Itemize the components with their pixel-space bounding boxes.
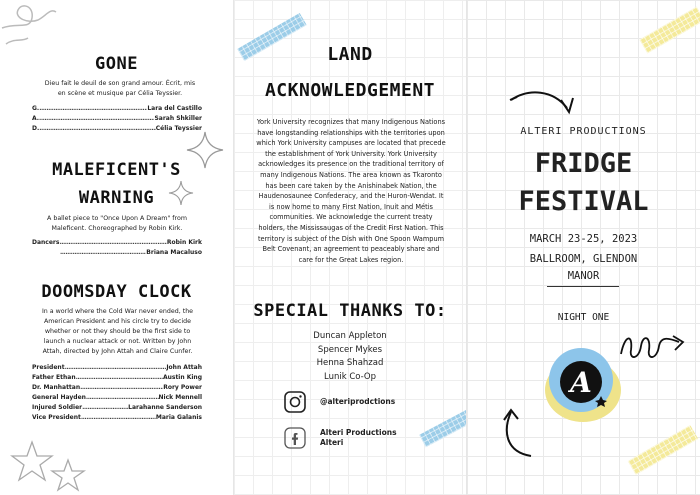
doomsday-title: DOOMSDAY CLOCK <box>41 282 192 302</box>
panel-cover <box>466 0 700 495</box>
thanks-name: Duncan Appleton <box>313 331 387 341</box>
cast-row: General Hayden ..... Nick Mennell <box>32 393 202 403</box>
maleficent-title-line1: MALEFICENT'S <box>52 160 181 180</box>
washi-tape-yellow <box>639 7 700 54</box>
curved-arrow-icon <box>509 90 575 120</box>
doomsday-description: In a world where the Cold War never ended, the American President and his circle try to decide whether or not they should be the first side to launch a nuclear attack or not. Written by John Attah, directed by John Attah and Claire Cunfer. <box>41 308 194 355</box>
doomsday-cast-list <box>32 363 202 423</box>
cast-row: Dancers ..... Robin Kirk <box>32 238 202 248</box>
cast-row: G. ..... Lara del Castillo <box>32 104 202 114</box>
land-title-line2: ACKNOWLEDGEMENT <box>264 80 436 101</box>
sparkle-icon <box>168 180 194 206</box>
cast-row: Dr. Manhattan ..... Rory Power <box>32 383 202 393</box>
sparkle-icon <box>185 130 225 170</box>
instagram-icon <box>284 391 306 413</box>
washi-tape-blue <box>419 407 466 448</box>
instagram-handle: @alteriprodctions <box>320 397 396 406</box>
cast-row: Injured Soldier ..... Larahanne Sanderson <box>32 403 202 413</box>
thanks-name: Henna Shahzad <box>316 358 384 368</box>
thanks-name: Lunik Co-Op <box>323 371 377 382</box>
facebook-page-name: Alteri Productions <box>320 428 397 437</box>
thanks-name: Spencer Mykes <box>317 344 383 355</box>
logo-letter: A <box>570 366 592 399</box>
festival-title-line1: FRIDGE <box>534 148 633 179</box>
maleficent-title-line2: WARNING <box>78 188 155 208</box>
festival-dates: MARCH 23-25, 2023 <box>529 233 638 245</box>
facebook-page-short: Alteri <box>320 438 344 447</box>
washi-tape-yellow <box>628 425 698 475</box>
maleficent-cast-list <box>32 238 202 258</box>
cast-row: ..... Briana Macaluso <box>32 248 202 258</box>
gone-title: GONE <box>95 54 138 74</box>
festival-title-line2: FESTIVAL <box>518 186 649 217</box>
facebook-icon <box>284 426 306 450</box>
thanks-names <box>234 330 466 384</box>
venue-line2: MANOR <box>567 270 600 282</box>
producer-name: ALTERI PRODUCTIONS <box>520 126 647 137</box>
curved-arrow-icon <box>501 408 541 458</box>
cast-row: Father Ethan ..... Austin King <box>32 373 202 383</box>
swirl-doodle-icon <box>0 0 60 60</box>
loop-arrow-icon <box>617 330 689 366</box>
maleficent-description: A ballet piece to "Once Upon A Dream" from Maleficent. Choreographed by Robin Kirk. <box>47 215 187 232</box>
cast-row: A. ..... Sarah Shkiller <box>32 114 202 124</box>
gone-cast-list <box>32 104 202 134</box>
divider <box>547 286 619 287</box>
thanks-title: SPECIAL THANKS TO: <box>253 301 447 321</box>
alteri-logo-icon <box>537 340 627 430</box>
gone-description: Dieu fait le deuil de son grand amour. Écrit, mis en scène et musique par Célia Teyssier. <box>44 80 196 97</box>
night-label: NIGHT ONE <box>557 312 610 323</box>
panel-program-left <box>0 0 233 495</box>
cast-row: President ..... John Attah <box>32 363 202 373</box>
panel-program-middle <box>233 0 466 495</box>
cast-row: D. ..... Célia Teyssier <box>32 124 202 134</box>
facebook-link[interactable] <box>284 426 397 450</box>
land-title-line1: LAND <box>327 44 373 65</box>
instagram-link[interactable] <box>284 391 395 413</box>
land-acknowledgement-text: York University recognizes that many Indigenous Nations have longstanding relationships with the territories upon which York University campuses are located that precede the establishment of York University. York University acknowledges its presence on the traditional territory of many Indigenous Nations. The area known as Tkaronto has been care taken by the Anishinabek Nation, the Haudenosaunee Confederacy, and the Huron-Wendat. It is now home to many First Nation, Inuit and Métis communities. We acknowledge the current treaty holders, the Mississaugas of the Credit First Nation. This territory is subject of the Dish with One Spoon Wampum Belt Covenant, an agreement to peaceably share and care for the Great Lakes region. <box>256 118 446 264</box>
star-doodle-icon <box>50 458 86 492</box>
venue-line1: BALLROOM, GLENDON <box>529 253 638 265</box>
cast-row: Vice President ..... Maria Galanis <box>32 413 202 423</box>
star-doodle-icon <box>10 440 54 482</box>
